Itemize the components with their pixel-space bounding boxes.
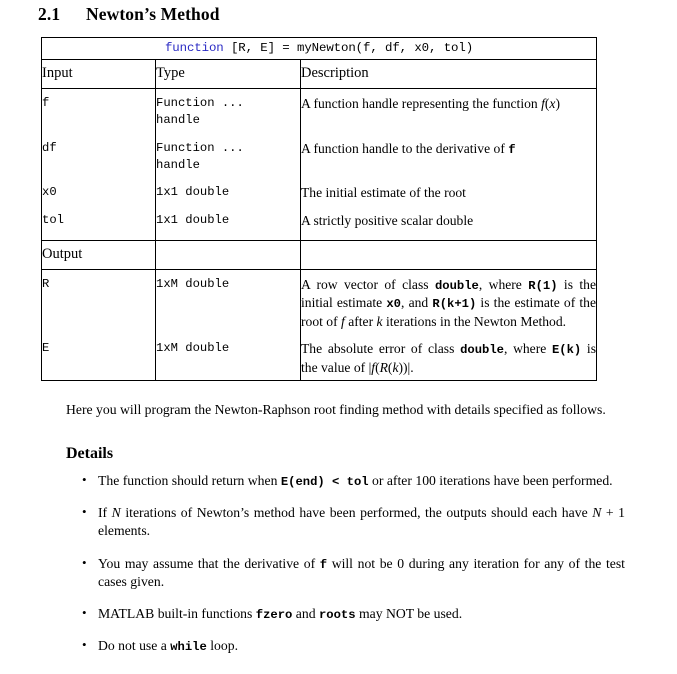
input-description: A function handle to the derivative of f [301,140,516,157]
input-name: f [42,89,156,134]
column-header-input: Input [42,60,156,89]
function-spec-table [41,37,597,381]
output-name: R [42,269,156,334]
output-rows-body [42,269,597,380]
input-name: x0 [42,178,156,205]
column-header-type: Type [156,60,301,89]
input-type: Function ... handle [156,89,301,134]
input-description: The initial estimate of the root [301,185,466,201]
table-row-signature [42,38,597,60]
output-name: E [42,334,156,380]
table-header-row [42,60,597,89]
input-rows-body [42,89,597,233]
output-description: The absolute error of class double, where E(k) is the value of |f(R(k))|. [301,341,596,375]
detail-bullet-item: • If N iterations of Newton’s method have been performed, the outputs should each have N + 1 elements. [80,504,625,540]
output-type: 1xM double [156,334,301,380]
section-title-text: Newton’s Method [86,4,220,24]
function-signature [42,38,597,60]
intro-paragraph: Here you will program the Newton-Raphson root finding method with details specified as follows. [66,401,606,417]
input-type: 1x1 double [156,206,301,233]
detail-bullet-item: • You may assume that the derivative of f will not be 0 during any iteration for any of the test cases given. [80,555,625,591]
column-header-description: Description [301,60,597,89]
output-desc-blank [301,241,597,270]
output-type: 1xM double [156,269,301,334]
function-signature-rest: [R, E] = myNewton(f, df, x0, tol) [223,41,474,55]
detail-bullet-item: • The function should return when E(end) < tol or after 100 iterations have been performed. [80,472,625,490]
table-row [42,134,597,179]
details-bullet-list [80,472,625,670]
table-row [42,269,597,334]
input-type: 1x1 double [156,178,301,205]
output-type-blank [156,241,301,270]
table-row [42,178,597,205]
input-description: A function handle representing the function f(x) [301,96,560,111]
input-name: tol [42,206,156,233]
detail-bullet-item: • MATLAB built-in functions fzero and roots may NOT be used. [80,605,625,623]
table-row [42,206,597,233]
input-description: A strictly positive scalar double [301,212,474,228]
function-keyword: function [164,41,224,55]
table-row [42,334,597,380]
output-description: A row vector of class double, where R(1) is the initial estimate x0, and R(k+1) is the estimate of the root of f after k iterations in the Newton Method. [301,276,597,329]
input-type: Function ... handle [156,134,301,179]
table-row [42,89,597,134]
details-heading: Details [66,445,114,462]
section-number: 2.1 [38,4,61,24]
table-spacer [42,233,597,241]
output-label: Output [42,241,156,270]
table-row-output-header [42,241,597,270]
output-section-body [42,233,597,270]
input-name: df [42,134,156,179]
detail-bullet-item: • Do not use a while loop. [80,637,625,655]
page-title [38,4,220,25]
